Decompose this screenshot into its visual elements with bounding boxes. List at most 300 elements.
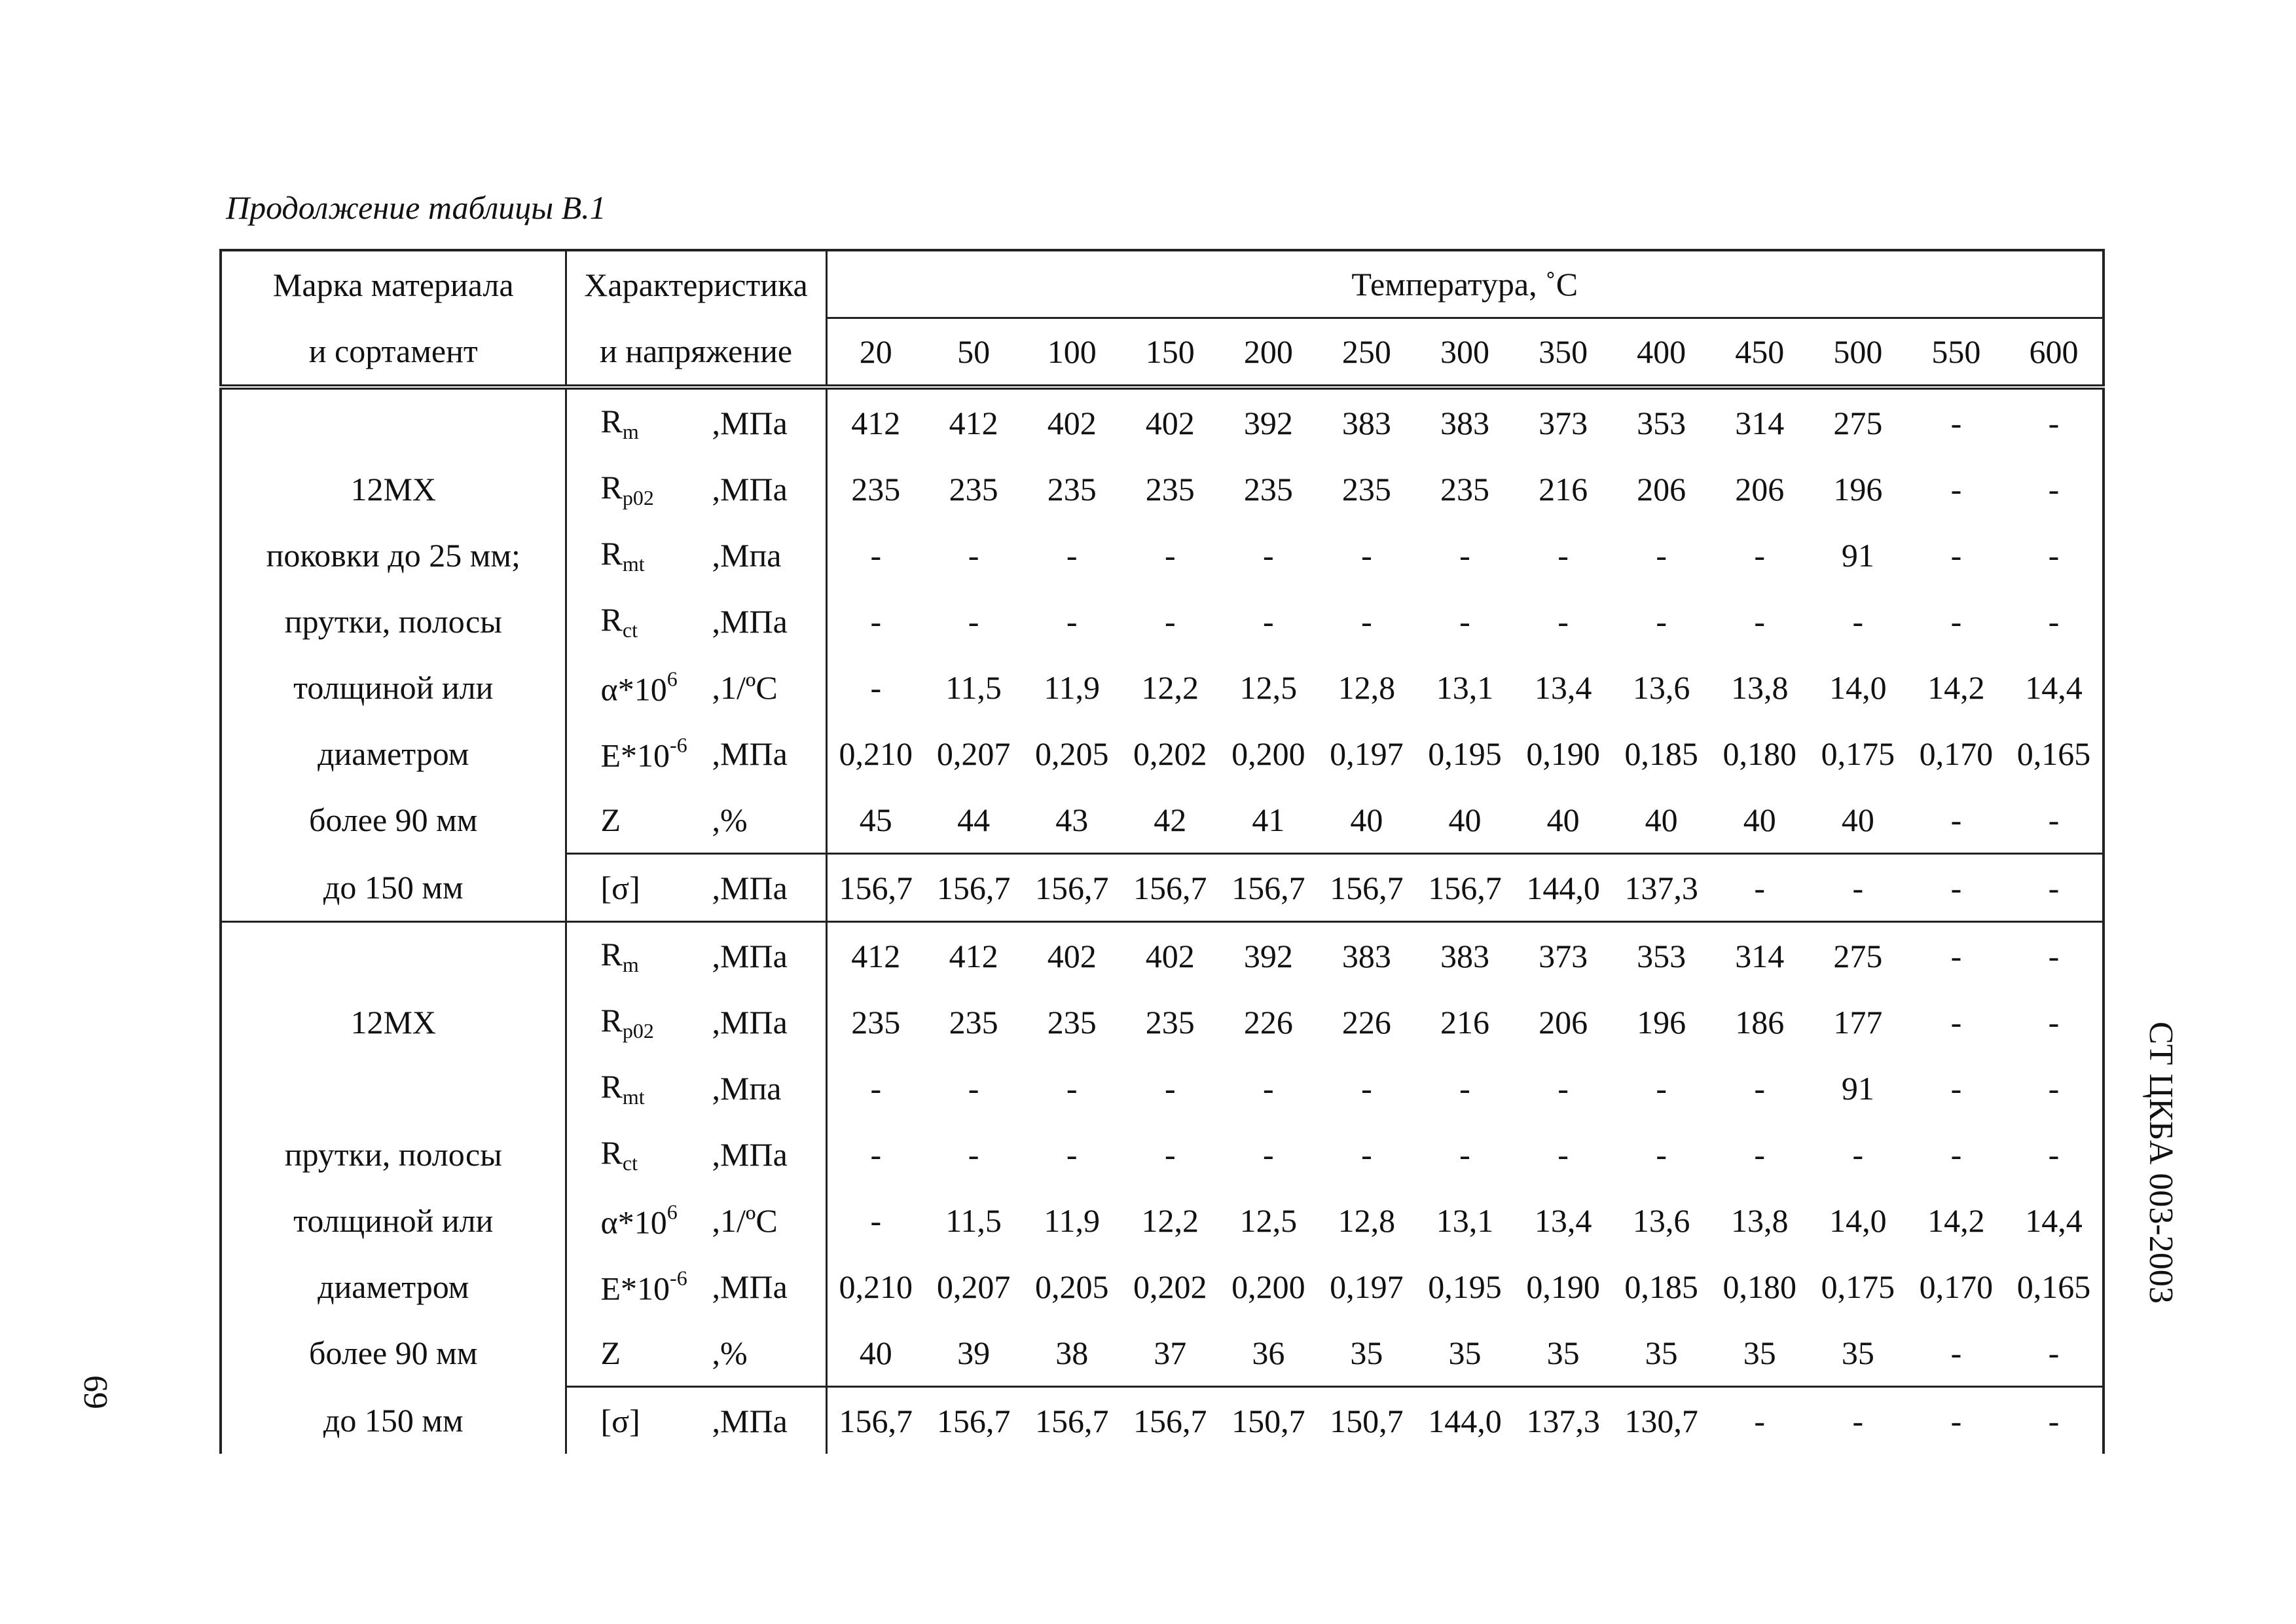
value-cell: - [2005, 1121, 2104, 1187]
value-cell: 40 [1350, 801, 1383, 838]
temperature-header-cell: 450 [1711, 318, 1809, 388]
symbol-text: R [600, 1134, 623, 1171]
value-cell: 235 [1341, 470, 1391, 507]
value-cell: 12,5 [1239, 669, 1298, 706]
value-cell: 186 [1735, 1003, 1785, 1041]
value-cell: 11,5 [945, 1202, 1002, 1239]
value-cell: - [1907, 854, 2005, 922]
value-cell: - [1558, 1135, 1569, 1173]
material-cell [221, 922, 566, 989]
value-cell: 206 [1539, 1003, 1588, 1041]
value-cell: 402 [1023, 922, 1121, 989]
characteristic-unit: ,% [712, 801, 748, 838]
value-cell: 35 [1841, 1334, 1874, 1371]
value-cell: 0,207 [936, 735, 1011, 772]
value-cell: 156,7 [1023, 1387, 1121, 1454]
value-cell: - [2005, 989, 2104, 1055]
characteristic-cell [566, 1121, 826, 1187]
characteristic-cell [566, 922, 826, 989]
characteristic-symbol [601, 468, 654, 510]
symbol-text: R [600, 935, 623, 972]
symbol-text: R [600, 534, 623, 572]
value-cell: - [1263, 602, 1274, 640]
characteristic-symbol [601, 733, 687, 774]
value-cell: 412 [924, 922, 1023, 989]
value-cell: 13,4 [1534, 1202, 1592, 1239]
characteristic-cell [566, 1387, 826, 1454]
symbol-text: E*10 [600, 1270, 670, 1306]
symbol-text: R [600, 402, 623, 439]
value-cell: - [1809, 854, 1907, 922]
characteristic-unit: ,МПа [712, 470, 788, 507]
value-cell: - [1459, 1069, 1470, 1107]
value-cell: 45 [859, 801, 892, 838]
symbol-superscript: -6 [670, 1266, 687, 1289]
value-cell: - [1950, 1135, 1962, 1173]
value-cell: - [1907, 922, 2005, 989]
table-sheet [219, 249, 2102, 1454]
value-cell: - [1459, 1135, 1470, 1173]
value-cell: 12,2 [1141, 1202, 1199, 1239]
value-cell: 41 [1252, 801, 1285, 838]
header-characteristic-line1: Характеристика [566, 250, 826, 318]
value-cell: 144,0 [1514, 854, 1613, 922]
value-cell: - [2005, 456, 2104, 522]
value-cell: - [870, 669, 882, 706]
value-cell: - [1711, 1387, 1809, 1454]
value-cell: - [1066, 602, 1078, 640]
value-cell: 11,9 [1044, 669, 1101, 706]
value-cell: 0,205 [1034, 1268, 1109, 1305]
value-cell: - [1656, 536, 1667, 574]
symbol-text: α*10 [600, 671, 667, 707]
value-cell: 0,202 [1133, 1268, 1207, 1305]
value-cell: - [1711, 854, 1809, 922]
value-cell: 216 [1539, 470, 1588, 507]
table-row [221, 588, 2104, 654]
value-cell: 0,210 [839, 735, 913, 772]
value-cell: 412 [851, 404, 901, 441]
table-row [221, 1055, 2104, 1121]
characteristic-symbol [601, 801, 621, 839]
properties-table [219, 249, 2105, 1454]
characteristic-symbol [601, 1067, 645, 1109]
value-cell: 0,190 [1526, 1268, 1600, 1305]
material-cell: толщиной или [221, 654, 566, 720]
value-cell: 373 [1514, 922, 1613, 989]
value-cell: 0,190 [1526, 735, 1600, 772]
material-cell: поковки до 25 мм; [221, 522, 566, 588]
header-material-line1: Марка материала [221, 250, 566, 318]
characteristic-symbol [601, 1266, 687, 1307]
value-cell: 35 [1743, 1334, 1776, 1371]
characteristic-cell [566, 588, 826, 654]
characteristic-cell [566, 522, 826, 588]
table-row [221, 854, 2104, 922]
symbol-superscript: 6 [666, 1200, 678, 1223]
symbol-subscript: p02 [622, 485, 654, 509]
symbol-subscript: mt [622, 1084, 645, 1109]
value-cell: 40 [1448, 801, 1482, 838]
value-cell: 0,200 [1231, 735, 1305, 772]
value-cell: - [1656, 602, 1667, 640]
value-cell: 314 [1711, 922, 1809, 989]
value-cell: - [2005, 1387, 2104, 1454]
value-cell: 314 [1735, 404, 1785, 441]
value-cell: 156,7 [924, 854, 1023, 922]
symbol-superscript: 6 [666, 667, 678, 690]
value-cell: 12,8 [1338, 1202, 1396, 1239]
material-cell: до 150 мм [221, 854, 566, 922]
header-row-1 [221, 250, 2104, 318]
value-cell: 226 [1341, 1003, 1391, 1041]
symbol-subscript: ct [622, 618, 638, 642]
symbol-text: E*10 [600, 737, 670, 773]
value-cell: 91 [1841, 1069, 1874, 1107]
characteristic-cell [566, 1187, 826, 1253]
value-cell: 235 [949, 1003, 998, 1041]
table-row [221, 720, 2104, 786]
header-characteristic-line2: и напряжение [566, 318, 826, 388]
value-cell: - [1950, 404, 1962, 441]
value-cell: - [1754, 1069, 1766, 1107]
value-cell: - [1459, 536, 1470, 574]
value-cell: 156,7 [1415, 854, 1514, 922]
temperature-header-cell: 100 [1023, 318, 1121, 388]
value-cell: - [1852, 602, 1864, 640]
value-cell: 156,7 [1219, 854, 1317, 922]
table-caption: Продолжение таблицы В.1 [226, 189, 606, 226]
value-cell: - [2005, 922, 2104, 989]
characteristic-cell [566, 720, 826, 786]
symbol-text: α*10 [600, 1204, 667, 1240]
value-cell: - [870, 602, 882, 640]
value-cell: 402 [1145, 404, 1195, 441]
symbol-subscript: ct [622, 1151, 638, 1175]
value-cell: - [2005, 1055, 2104, 1121]
value-cell: 35 [1448, 1334, 1482, 1371]
characteristic-unit: ,МПа [712, 602, 788, 640]
value-cell: - [1754, 1135, 1766, 1173]
value-cell: - [1656, 1135, 1667, 1173]
value-cell: 0,180 [1722, 735, 1796, 772]
value-cell: 13,1 [1436, 1202, 1494, 1239]
value-cell: 196 [1637, 1003, 1686, 1041]
value-cell: 383 [1415, 922, 1514, 989]
value-cell: 353 [1637, 404, 1686, 441]
value-cell: 40 [1841, 801, 1874, 838]
symbol-subscript: m [622, 419, 639, 443]
value-cell: - [1754, 602, 1766, 640]
value-cell: - [2005, 854, 2104, 922]
value-cell: - [1459, 602, 1470, 640]
value-cell: 13,4 [1534, 669, 1592, 706]
temperature-header-cell: 20 [826, 318, 924, 388]
value-cell: - [870, 1135, 882, 1173]
table-row [221, 456, 2104, 522]
value-cell: 0,185 [1624, 735, 1698, 772]
value-cell: 0,197 [1330, 735, 1404, 772]
value-cell: 13,6 [1632, 1202, 1690, 1239]
value-cell: 0,165 [2005, 720, 2104, 786]
value-cell: 0,170 [1919, 1268, 1994, 1305]
value-cell: 0,202 [1133, 735, 1207, 772]
characteristic-cell [566, 1253, 826, 1320]
value-cell: - [1558, 1069, 1569, 1107]
value-cell: 156,7 [1121, 1387, 1219, 1454]
value-cell: 373 [1539, 404, 1588, 441]
value-cell: 275 [1809, 922, 1907, 989]
characteristic-symbol [601, 1134, 638, 1175]
symbol-text: [σ] [600, 1402, 640, 1439]
value-cell: 0,175 [1821, 735, 1895, 772]
temperature-header-cell: 550 [1907, 318, 2005, 388]
value-cell: 144,0 [1415, 1387, 1514, 1454]
characteristic-unit: ,Мпа [712, 536, 782, 574]
value-cell: 13,8 [1730, 669, 1789, 706]
material-cell: 12МХ [221, 456, 566, 522]
value-cell: - [2005, 387, 2104, 456]
value-cell: 0,170 [1919, 735, 1994, 772]
table-row [221, 1253, 2104, 1320]
symbol-text: R [600, 1001, 623, 1039]
value-cell: 40 [1546, 801, 1580, 838]
value-cell: 11,9 [1044, 1202, 1101, 1239]
characteristic-symbol [601, 869, 640, 907]
value-cell: 0,200 [1231, 1268, 1305, 1305]
value-cell: - [2005, 786, 2104, 854]
value-cell: - [1656, 1069, 1667, 1107]
value-cell: 383 [1341, 404, 1391, 441]
table-row [221, 922, 2104, 989]
characteristic-symbol [601, 534, 645, 576]
value-cell: - [1164, 602, 1176, 640]
temperature-header-cell: 300 [1415, 318, 1514, 388]
value-cell: - [870, 536, 882, 574]
value-cell: 177 [1833, 1003, 1883, 1041]
value-cell: 156,7 [1121, 854, 1219, 922]
value-cell: 412 [826, 922, 924, 989]
value-cell: - [968, 536, 979, 574]
value-cell: 137,3 [1514, 1387, 1613, 1454]
value-cell: 235 [1047, 470, 1097, 507]
value-cell: 235 [949, 470, 998, 507]
value-cell: 196 [1833, 470, 1883, 507]
value-cell: 402 [1121, 922, 1219, 989]
value-cell: 206 [1735, 470, 1785, 507]
value-cell: 206 [1637, 470, 1686, 507]
value-cell: - [1263, 1069, 1274, 1107]
temperature-header-cell: 400 [1613, 318, 1711, 388]
page-number: 69 [77, 1375, 114, 1409]
value-cell: 275 [1833, 404, 1883, 441]
value-cell: - [870, 1202, 882, 1239]
value-cell: 40 [859, 1334, 892, 1371]
symbol-text: Z [600, 801, 621, 838]
value-cell: 0,180 [1722, 1268, 1796, 1305]
value-cell: 402 [1047, 404, 1097, 441]
characteristic-symbol [601, 935, 639, 977]
temperature-header-cell: 500 [1809, 318, 1907, 388]
value-cell: 14,2 [1927, 669, 1985, 706]
symbol-text: Z [600, 1334, 621, 1371]
value-cell: 11,5 [945, 669, 1002, 706]
value-cell: - [1950, 536, 1962, 574]
value-cell: 156,7 [924, 1387, 1023, 1454]
characteristic-cell [566, 654, 826, 720]
value-cell: - [1809, 1387, 1907, 1454]
temperature-header-cell: 50 [924, 318, 1023, 388]
table-row [221, 786, 2104, 854]
header-temperature-title: Температура, ˚С [826, 250, 2104, 318]
material-cell: до 150 мм [221, 1387, 566, 1454]
temperature-header-cell: 250 [1317, 318, 1415, 388]
value-cell: - [968, 1135, 979, 1173]
value-cell: 37 [1154, 1334, 1187, 1371]
value-cell: 35 [1350, 1334, 1383, 1371]
value-cell: 216 [1440, 1003, 1489, 1041]
value-cell: 40 [1645, 801, 1678, 838]
symbol-subscript: p02 [622, 1018, 654, 1043]
value-cell: - [1361, 1135, 1372, 1173]
characteristic-unit: ,% [712, 1334, 748, 1371]
value-cell: 156,7 [1317, 854, 1415, 922]
table-row [221, 1121, 2104, 1187]
value-cell: - [1263, 1135, 1274, 1173]
value-cell: 0,165 [2005, 1253, 2104, 1320]
value-cell: - [2005, 588, 2104, 654]
characteristic-unit: ,МПа [712, 1402, 788, 1439]
value-cell: 13,1 [1436, 669, 1494, 706]
value-cell: 13,8 [1730, 1202, 1789, 1239]
value-cell: - [1361, 536, 1372, 574]
value-cell: 0,185 [1624, 1268, 1698, 1305]
characteristic-unit: ,МПа [712, 869, 788, 906]
material-cell: 12МХ [221, 989, 566, 1055]
value-cell: - [2005, 1320, 2104, 1387]
characteristic-unit: ,МПа [712, 404, 788, 441]
characteristic-cell [566, 387, 826, 456]
material-cell: прутки, полосы [221, 1121, 566, 1187]
value-cell: 383 [1440, 404, 1489, 441]
temperature-header-cell: 200 [1219, 318, 1317, 388]
table-row [221, 522, 2104, 588]
value-cell: 130,7 [1613, 1387, 1711, 1454]
value-cell: - [1361, 602, 1372, 640]
value-cell: - [1558, 536, 1569, 574]
table-row [221, 1387, 2104, 1454]
material-cell [221, 1055, 566, 1121]
value-cell: 0,195 [1428, 735, 1502, 772]
temperature-header-cell: 350 [1514, 318, 1613, 388]
temperature-header-cell: 600 [2005, 318, 2104, 388]
value-cell: - [2005, 522, 2104, 588]
value-cell: 235 [851, 470, 901, 507]
value-cell: 235 [1145, 1003, 1195, 1041]
value-cell: 0,205 [1034, 735, 1109, 772]
value-cell: 235 [1145, 470, 1195, 507]
value-cell: 36 [1252, 1334, 1285, 1371]
characteristic-symbol [601, 600, 638, 642]
value-cell: - [1066, 536, 1078, 574]
characteristic-symbol [601, 1200, 678, 1241]
characteristic-cell [566, 1055, 826, 1121]
symbol-text: R [600, 468, 623, 506]
table-row [221, 654, 2104, 720]
value-cell: - [870, 1069, 882, 1107]
value-cell: - [1263, 536, 1274, 574]
material-cell [221, 387, 566, 456]
value-cell: 156,7 [826, 854, 924, 922]
value-cell: 14,4 [2005, 1187, 2104, 1253]
value-cell: - [1950, 1003, 1962, 1041]
value-cell: 383 [1317, 922, 1415, 989]
value-cell: - [1852, 1135, 1864, 1173]
symbol-subscript: mt [622, 551, 645, 576]
value-cell: 12,2 [1141, 669, 1199, 706]
value-cell: 91 [1841, 536, 1874, 574]
value-cell: 235 [1047, 1003, 1097, 1041]
characteristic-unit: ,МПа [712, 1003, 788, 1041]
symbol-superscript: -6 [670, 733, 687, 756]
value-cell: 156,7 [826, 1387, 924, 1454]
material-cell: более 90 мм [221, 1320, 566, 1387]
value-cell: - [1950, 1069, 1962, 1107]
material-cell: толщиной или [221, 1187, 566, 1253]
value-cell: - [1950, 602, 1962, 640]
value-cell: 14,0 [1829, 1202, 1887, 1239]
value-cell: 235 [1243, 470, 1293, 507]
value-cell: 226 [1243, 1003, 1293, 1041]
characteristic-symbol [601, 402, 639, 444]
value-cell: 35 [1546, 1334, 1580, 1371]
characteristic-unit: ,1/ºC [712, 669, 778, 706]
header-row-2 [221, 318, 2104, 388]
value-cell: 14,2 [1927, 1202, 1985, 1239]
material-cell: диаметром [221, 1253, 566, 1320]
characteristic-unit: ,Мпа [712, 1069, 782, 1107]
symbol-text: R [600, 1067, 623, 1105]
characteristic-cell [566, 456, 826, 522]
value-cell: 43 [1055, 801, 1089, 838]
value-cell: 392 [1243, 404, 1293, 441]
characteristic-unit: ,МПа [712, 1268, 788, 1305]
value-cell: - [1164, 536, 1176, 574]
value-cell: 353 [1613, 922, 1711, 989]
value-cell: - [1066, 1069, 1078, 1107]
table-row [221, 387, 2104, 456]
characteristic-cell [566, 989, 826, 1055]
characteristic-unit: ,МПа [712, 735, 788, 772]
value-cell: 235 [1440, 470, 1489, 507]
value-cell: 412 [949, 404, 998, 441]
value-cell: - [1361, 1069, 1372, 1107]
value-cell: 156,7 [1023, 854, 1121, 922]
value-cell: 0,175 [1821, 1268, 1895, 1305]
value-cell: - [968, 602, 979, 640]
value-cell: 392 [1219, 922, 1317, 989]
value-cell: 150,7 [1317, 1387, 1415, 1454]
value-cell: 40 [1743, 801, 1776, 838]
value-cell: - [1950, 470, 1962, 507]
value-cell: - [1950, 801, 1962, 838]
value-cell: - [1950, 1334, 1962, 1371]
value-cell: 150,7 [1219, 1387, 1317, 1454]
side-standard-label: СТ ЦКБА 003-2003 [2142, 1022, 2179, 1304]
value-cell: 0,197 [1330, 1268, 1404, 1305]
symbol-text: R [600, 600, 623, 638]
value-cell: 0,207 [936, 1268, 1011, 1305]
